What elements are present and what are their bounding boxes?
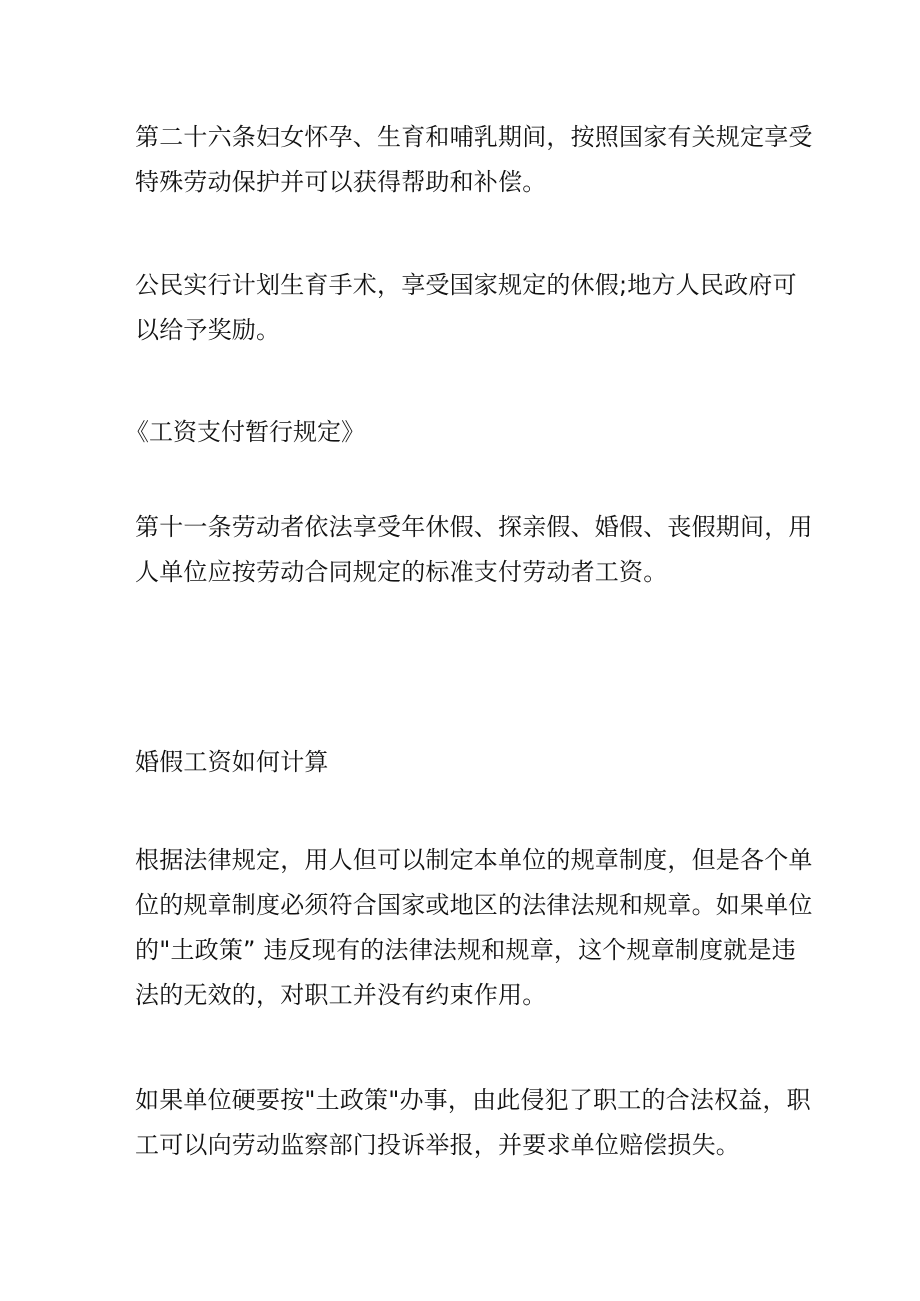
paragraph-family-planning (135, 263, 797, 353)
paragraph-article-11 (135, 505, 813, 595)
text-line: 根据法律规定，用人但可以制定本单位的规章制度，但是各个单 (135, 846, 813, 874)
regulation-title (125, 410, 365, 455)
text-line: 人单位应按劳动合同规定的标准支付劳动者工资。 (135, 558, 668, 586)
text-line: 第二十六条妇女怀孕、生育和哺乳期间，按照国家有关规定享受 (135, 123, 813, 151)
paragraph-complaint (135, 1078, 811, 1168)
text-line: 《工资支付暂行规定》 (125, 418, 365, 446)
text-line: 的"土政策” 违反现有的法律法规和规章，这个规章制度就是违 (135, 936, 796, 964)
text-line: 如果单位硬要按"土政策"办事，由此侵犯了职工的合法权益，职 (135, 1086, 811, 1114)
paragraph-legal-rules (135, 838, 813, 1018)
text-line: 特殊劳动保护并可以获得帮助和补偿。 (135, 168, 547, 196)
paragraph-article-26 (135, 115, 813, 205)
text-line: 第十一条劳动者依法享受年休假、探亲假、婚假、丧假期间，用 (135, 513, 813, 541)
text-line: 工可以向劳动监察部门投诉举报，并要求单位赔偿损失。 (135, 1131, 740, 1159)
section-heading-marriage-leave-wage (135, 740, 790, 785)
text-line: 婚假工资如何计算 (135, 748, 329, 776)
text-line: 以给予奖励。 (135, 316, 281, 344)
text-line: 公民实行计划生育手术，享受国家规定的休假;地方人民政府可 (135, 271, 797, 299)
text-line: 位的规章制度必须符合国家或地区的法律法规和规章。如果单位 (135, 891, 813, 919)
text-line: 法的无效的，对职工并没有约束作用。 (135, 981, 547, 1009)
